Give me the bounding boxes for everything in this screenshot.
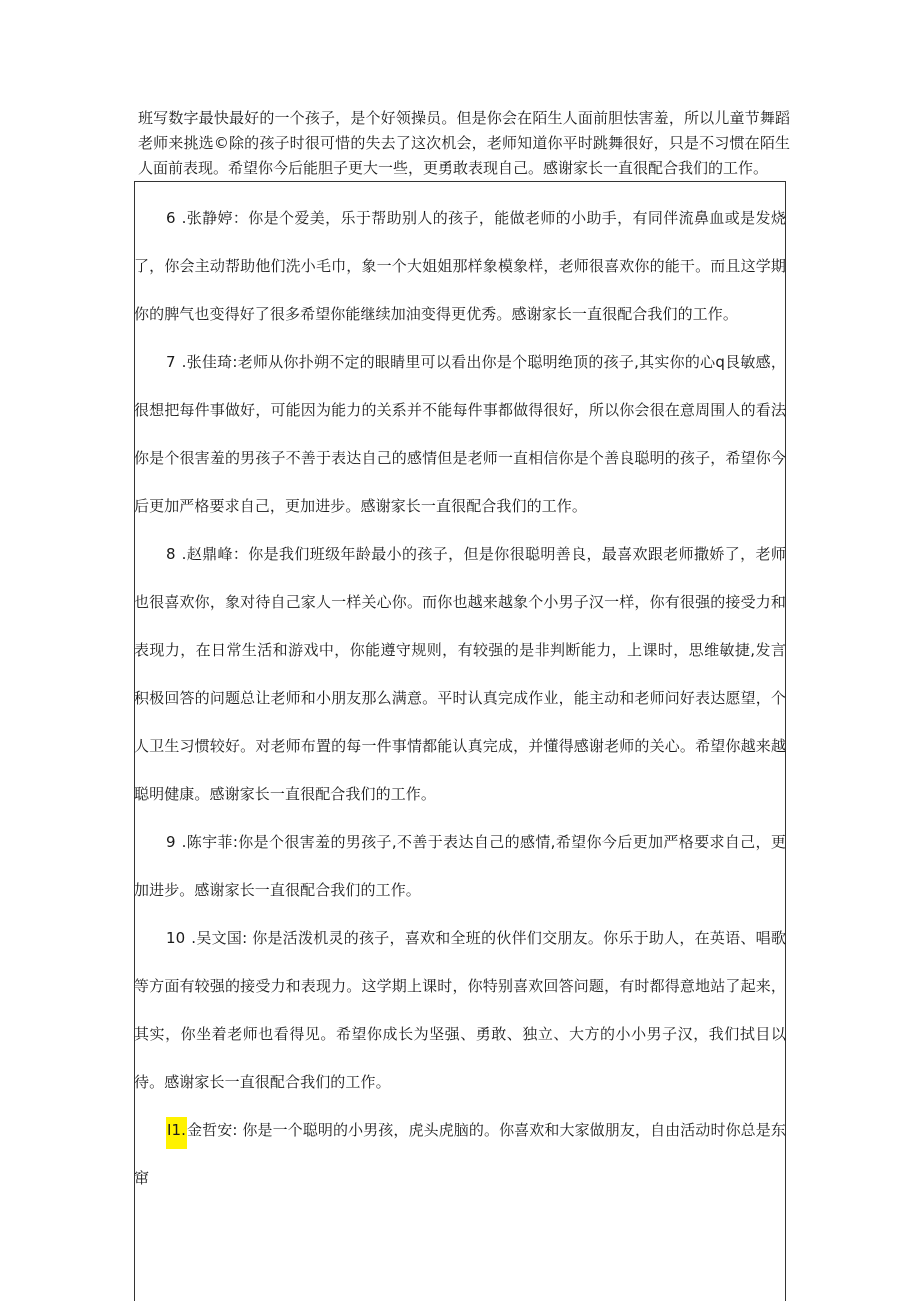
comment-entry-8 bbox=[134, 530, 786, 818]
comment-entry-7 bbox=[134, 338, 786, 530]
entry-number: 8 bbox=[166, 545, 176, 563]
comment-entry-10 bbox=[134, 914, 786, 1106]
comment-entry-11 bbox=[134, 1106, 786, 1187]
comment-entry-6 bbox=[134, 194, 786, 338]
entry-number: 7 bbox=[166, 353, 176, 371]
entry-text: .赵鼎峰：你是我们班级年龄最小的孩子，但是你很聪明善良，最喜欢跟老师撒娇了，老师也很喜欢你，象对待自己家人一样关心你。而你也越来越象个小男子汉一样，你有很强的接受力和表现力，在日常生活和游戏中，你能遵守规则，有较强的是非判断能力，上课时，思维敏捷,发言积极回答的问题总让老师和小朋友那么满意。平时认真完成作业，能主动和老师问好表达愿望，个人卫生习惯较好。对老师布置的每一件事情都能认真完成，并懂得感谢老师的关心。希望你越来越聪明健康。感谢家长一直很配合我们的工作。 bbox=[134, 545, 786, 803]
entry-text: .吴文国: 你是活泼机灵的孩子，喜欢和全班的伙伴们交朋友。你乐于助人，在英语、唱歌等方面有较强的接受力和表现力。这学期上课时，你特别喜欢回答问题，有时都得意地站了起来，其实，你坐着老师也看得见。希望你成长为坚强、勇敢、独立、大方的小小男子汉，我们拭目以待。感谢家长一直很配合我们的工作。 bbox=[134, 929, 786, 1091]
entry-number: 9 bbox=[166, 833, 176, 851]
entry-number: 10 bbox=[166, 929, 186, 947]
entry-text: .陈宇菲:你是个很害羞的男孩子,不善于表达自己的感情,希望你今后更加严格要求自己，更加进步。感谢家长一直很配合我们的工作。 bbox=[134, 833, 786, 899]
comment-entry-9 bbox=[134, 818, 786, 914]
entry-text: .张佳琦:老师从你扑朔不定的眼睛里可以看出你是个聪明绝顶的孩子,其实你的心q艮敏感，很想把每件事做好，可能因为能力的关系并不能每件事都做得很好，所以你会很在意周围人的看法你是个很害羞的男孩子不善于表达自己的感情但是老师一直相信你是个善良聪明的孩子，希望你今后更加严格要求自己，更加进步。感谢家长一直很配合我们的工作。 bbox=[134, 353, 786, 515]
highlighted-entry-number: I1. bbox=[166, 1117, 187, 1149]
entry-text: 金哲安: 你是一个聪明的小男孩，虎头虎脑的。你喜欢和大家做朋友，自由活动时你总是东窜 bbox=[134, 1121, 786, 1187]
intro-paragraph: 班写数字最快最好的一个孩子，是个好领操员。但是你会在陌生人面前胆怯害羞，所以儿童节舞蹈老师来挑选©除的孩子时很可惜的失去了这次机会，老师知道你平时跳舞很好，只是不习惯在陌生人面前表现。希望你今后能胆子更大一些，更勇敢表现自己。感谢家长一直很配合我们的工作。 bbox=[138, 109, 790, 177]
entry-number: 6 bbox=[166, 209, 176, 227]
entry-text: .张静婷：你是个爱美，乐于帮助别人的孩子，能做老师的小助手，有同伴流鼻血或是发烧了，你会主动帮助他们洗小毛巾，象一个大姐姐那样象模象样，老师很喜欢你的能干。而且这学期你的脾气也变得好了很多希望你能继续加油变得更优秀。感谢家长一直很配合我们的工作。 bbox=[134, 209, 786, 323]
